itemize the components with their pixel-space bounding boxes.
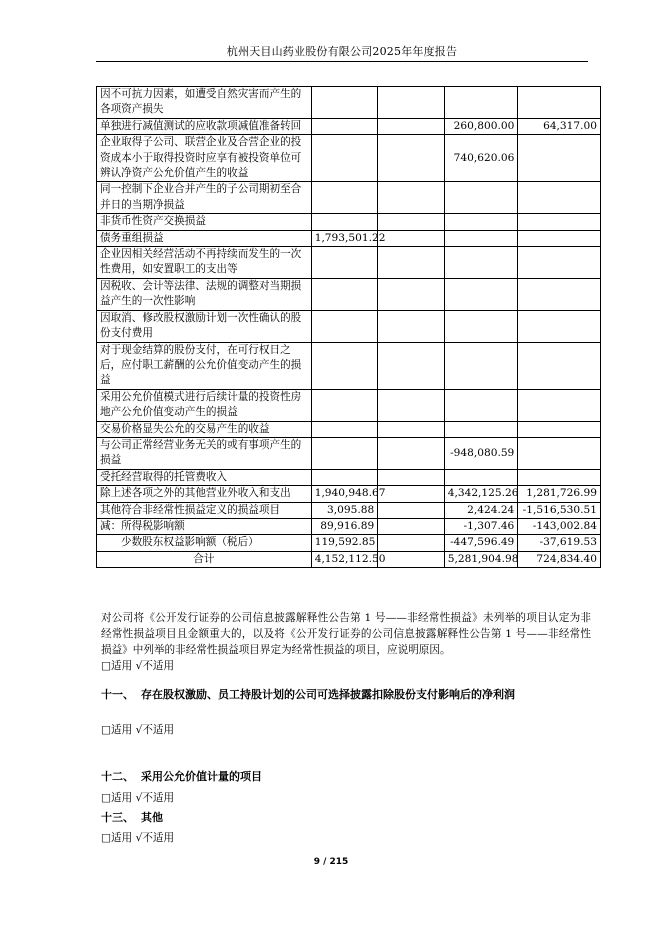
cell-amount — [311, 342, 378, 389]
table-row — [97, 437, 601, 469]
cell-amount-prior: -1,307.46 — [444, 518, 518, 534]
cell-amount-prior2 — [518, 278, 601, 310]
table-row — [97, 469, 601, 485]
cell-amount-prior — [444, 469, 518, 485]
cell-amount-prior — [444, 182, 518, 214]
row-item: 同一控制下企业合并产生的子公司期初至合并日的当期净损益 — [97, 182, 312, 214]
table-row — [97, 389, 601, 421]
table-row — [97, 502, 601, 518]
cell-amount-prior2: -1,516,530.51 — [518, 502, 601, 518]
cell-amount: 1,940,948.67 — [311, 486, 378, 502]
cell-note — [378, 135, 445, 182]
cell-note — [378, 342, 445, 389]
cell-amount-prior: -447,596.49 — [444, 535, 518, 551]
table-row — [97, 421, 601, 437]
applicable-checkbox-line: □适用 √不适用 — [101, 660, 175, 672]
row-item: 因取消、修改股权激励计划一次性确认的股份支付费用 — [97, 310, 312, 342]
cell-note — [378, 518, 445, 534]
row-item: 少数股东权益影响额（税后） — [97, 535, 312, 551]
row-item: 减：所得税影响额 — [97, 518, 312, 534]
cell-amount-prior: 5,281,904.98 — [444, 551, 518, 567]
row-item: 因不可抗力因素，如遭受自然灾害而产生的各项资产损失 — [97, 87, 312, 119]
section-title: 其他 — [141, 811, 163, 824]
cell-amount-prior — [444, 87, 518, 119]
row-item: 其他符合非经常性损益定义的损益项目 — [97, 502, 312, 518]
cell-note — [378, 214, 445, 230]
cell-amount — [311, 437, 378, 469]
cell-amount-prior2 — [518, 421, 601, 437]
row-item: 除上述各项之外的其他营业外收入和支出 — [97, 486, 312, 502]
table-row-total — [97, 551, 601, 567]
cell-amount-prior — [444, 230, 518, 246]
cell-amount: 119,592.85 — [311, 535, 378, 551]
cell-amount-prior2: 724,834.40 — [518, 551, 601, 567]
cell-amount-prior2 — [518, 214, 601, 230]
cell-amount-prior2: 1,281,726.99 — [518, 486, 601, 502]
table-row — [97, 518, 601, 534]
section-heading-13 — [101, 809, 163, 825]
cell-amount — [311, 421, 378, 437]
row-item: 企业因相关经营活动不再持续而发生的一次性费用，如安置职工的支出等 — [97, 247, 312, 279]
row-item: 因税收、会计等法律、法规的调整对当期损益产生的一次性影响 — [97, 278, 312, 310]
cell-amount — [311, 214, 378, 230]
cell-amount-prior: -948,080.59 — [444, 437, 518, 469]
table-row — [97, 278, 601, 310]
cell-note — [378, 389, 445, 421]
cell-amount-prior — [444, 421, 518, 437]
cell-amount — [311, 87, 378, 119]
header-divider — [96, 61, 588, 62]
cell-amount-prior — [444, 278, 518, 310]
cell-note — [378, 502, 445, 518]
cell-amount-prior: 4,342,125.26 — [444, 486, 518, 502]
table-row — [97, 247, 601, 279]
table-row — [97, 230, 601, 246]
table-row — [97, 486, 601, 502]
applicable-checkbox-line: □适用 √不适用 — [101, 832, 175, 844]
cell-amount-prior — [444, 214, 518, 230]
cell-amount — [311, 310, 378, 342]
cell-amount-prior2 — [518, 135, 601, 182]
section-title: 采用公允价值计量的项目 — [141, 770, 262, 783]
cell-note — [378, 535, 445, 551]
cell-amount-prior — [444, 310, 518, 342]
table-row — [97, 342, 601, 389]
cell-amount — [311, 247, 378, 279]
row-item: 合计 — [97, 551, 312, 567]
cell-amount-prior — [444, 389, 518, 421]
section-heading-12 — [101, 768, 262, 784]
cell-amount-prior2 — [518, 437, 601, 469]
cell-note — [378, 469, 445, 485]
cell-amount: 89,916.89 — [311, 518, 378, 534]
table-row — [97, 135, 601, 182]
cell-amount — [311, 182, 378, 214]
cell-amount — [311, 118, 378, 134]
cell-amount-prior2 — [518, 310, 601, 342]
cell-amount-prior — [444, 342, 518, 389]
row-item: 企业取得子公司、联营企业及合营企业的投资成本小于取得投资时应享有被投资单位可辨认净资产公允价值产生的收益 — [97, 135, 312, 182]
cell-amount-prior: 2,424.24 — [444, 502, 518, 518]
cell-amount-prior2 — [518, 389, 601, 421]
cell-note — [378, 421, 445, 437]
cell-amount-prior2: -37,619.53 — [518, 535, 601, 551]
cell-note — [378, 247, 445, 279]
row-item: 采用公允价值模式进行后续计量的投资性房地产公允价值变动产生的损益 — [97, 389, 312, 421]
table-row — [97, 214, 601, 230]
applicable-checkbox-line: □适用 √不适用 — [101, 792, 175, 804]
row-item: 债务重组损益 — [97, 230, 312, 246]
cell-amount-prior2 — [518, 469, 601, 485]
cell-amount-prior2 — [518, 342, 601, 389]
cell-amount: 3,095.88 — [311, 502, 378, 518]
non-recurring-gains-table — [96, 86, 601, 568]
table-row — [97, 310, 601, 342]
section-number: 十二、 — [101, 770, 134, 783]
table-row — [97, 535, 601, 551]
table-row — [97, 118, 601, 134]
cell-note — [378, 182, 445, 214]
row-item: 非货币性资产交换损益 — [97, 214, 312, 230]
cell-amount — [311, 469, 378, 485]
cell-amount — [311, 389, 378, 421]
cell-amount-prior2 — [518, 182, 601, 214]
cell-note — [378, 437, 445, 469]
explanation-paragraph: 对公司将《公开发行证券的公司信息披露解释性公告第 1 号——非经常性损益》未列举的项目认定为非经常性损益项目且金额重大的，以及将《公开发行证券的公司信息披露解释性公告第 1 号——非经常性损益》中列举的非经常性损益项目界定为经常性损益的项目，应说明原因。 — [101, 612, 591, 656]
row-item: 单独进行减值测试的应收款项减值准备转回 — [97, 118, 312, 134]
cell-amount — [311, 135, 378, 182]
cell-note — [378, 278, 445, 310]
cell-amount-prior: 740,620.06 — [444, 135, 518, 182]
cell-note — [378, 118, 445, 134]
row-item: 对于现金结算的股份支付，在可行权日之后，应付职工薪酬的公允价值变动产生的损益 — [97, 342, 312, 389]
cell-note — [378, 87, 445, 119]
section-heading-11 — [101, 686, 515, 702]
section-number: 十一、 — [101, 688, 134, 701]
table-row — [97, 87, 601, 119]
table-row — [97, 182, 601, 214]
cell-amount-prior2 — [518, 247, 601, 279]
cell-note — [378, 310, 445, 342]
cell-amount: 1,793,501.22 — [311, 230, 378, 246]
cell-amount-prior — [444, 247, 518, 279]
row-item: 受托经营取得的托管费收入 — [97, 469, 312, 485]
report-header: 杭州天目山药业股份有限公司2025年年度报告 — [226, 45, 458, 58]
section-title: 存在股权激励、员工持股计划的公司可选择披露扣除股份支付影响后的净利润 — [141, 688, 515, 701]
row-item: 与公司正常经营业务无关的或有事项产生的损益 — [97, 437, 312, 469]
cell-amount — [311, 278, 378, 310]
cell-note — [378, 486, 445, 502]
page-number: 9 / 215 — [313, 857, 349, 867]
cell-amount-prior2 — [518, 87, 601, 119]
cell-amount-prior: 260,800.00 — [444, 118, 518, 134]
cell-amount-prior2 — [518, 230, 601, 246]
cell-amount: 4,152,112.50 — [311, 551, 378, 567]
cell-amount-prior2: 64,317.00 — [518, 118, 601, 134]
cell-note — [378, 551, 445, 567]
row-item: 交易价格显失公允的交易产生的收益 — [97, 421, 312, 437]
cell-note — [378, 230, 445, 246]
applicable-checkbox-line: □适用 √不适用 — [101, 724, 175, 736]
section-number: 十三、 — [101, 811, 134, 824]
cell-amount-prior2: -143,002.84 — [518, 518, 601, 534]
